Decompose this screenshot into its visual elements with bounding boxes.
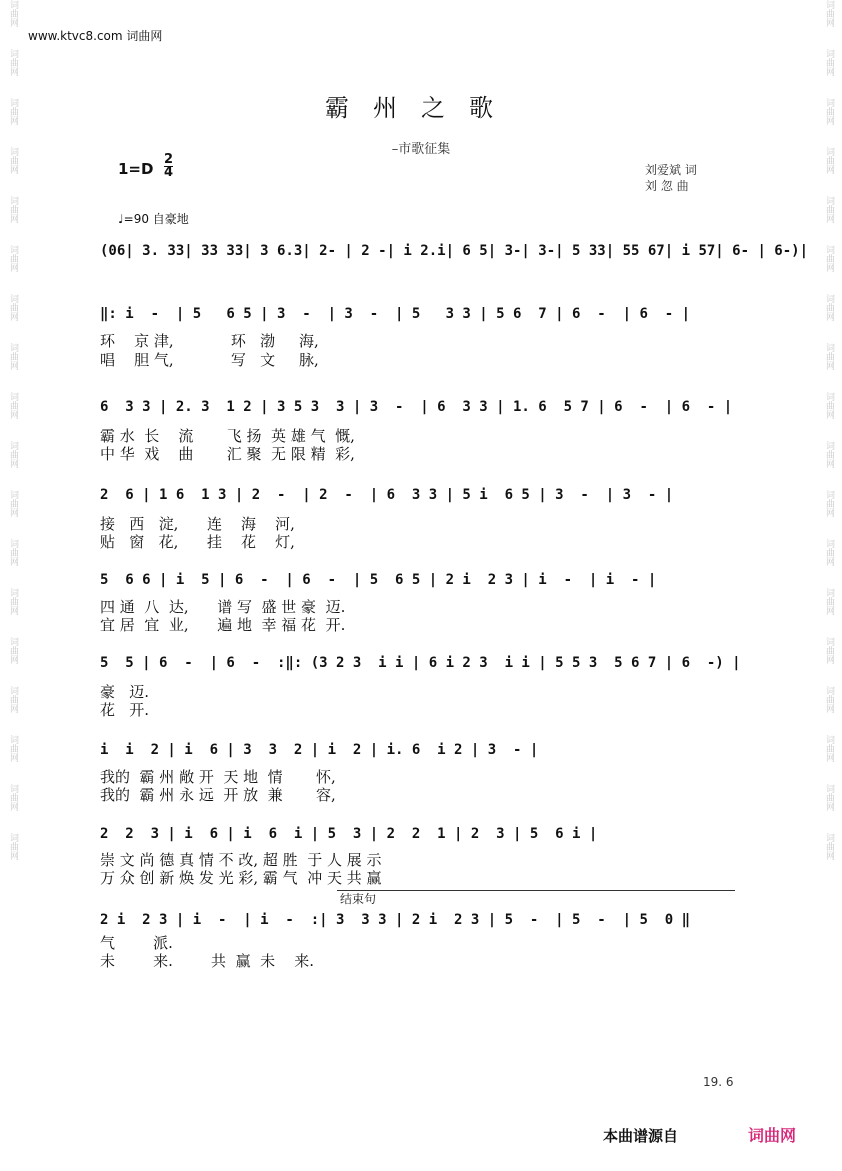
right-watermark-column <box>818 0 840 1171</box>
watermark-text: 词曲网 <box>8 49 18 76</box>
source-text: 本曲谱源自 <box>603 1127 679 1145</box>
ending-label: 结束句 <box>340 892 377 906</box>
time-signature <box>164 154 173 179</box>
notation-line-1: ‖: i - | 5 6 5 | 3 - | 3 - | 5 3 3 | 5 6 7 | 6 - | 6 - | <box>100 306 691 322</box>
page-number: 19. 6 <box>703 1075 734 1089</box>
tempo-marking: ♩=90 自豪地 <box>118 212 189 226</box>
time-signature-top: 2 <box>164 152 174 167</box>
watermark-text: 词曲网 <box>8 98 18 125</box>
watermark-text: 词曲网 <box>8 735 18 762</box>
watermark-text: 词曲网 <box>824 49 834 76</box>
watermark-text: 词曲网 <box>824 196 834 223</box>
watermark-text: 词曲网 <box>824 343 834 370</box>
watermark-text: 词曲网 <box>824 0 834 27</box>
watermark-text: 词曲网 <box>8 833 18 860</box>
lyric-line-4a: 四 通 八 达, 谱 写 盛 世 豪 迈. <box>100 598 346 616</box>
notation-line-5: 5 5 | 6 - | 6 - :‖: (3 2 3 i i | 6 i 2 3 i i | 5 5 3 5 6 7 | 6 -) | <box>100 655 741 671</box>
watermark-text: 词曲网 <box>824 490 834 517</box>
watermark-text: 词曲网 <box>8 686 18 713</box>
watermark-text: 词曲网 <box>8 441 18 468</box>
notation-line-intro: (06| 3. 33| 33 33| 3 6.3| 2- | 2 -| i 2.i| 6 5| 3-| 3-| 5 33| 55 67| i 57| 6- | 6-)| <box>100 243 809 259</box>
watermark-text: 词曲网 <box>824 441 834 468</box>
lyric-line-6b: 我的 霸 州 永 远 开 放 兼 容, <box>100 786 336 804</box>
song-title: 霸州之歌 <box>325 94 517 122</box>
watermark-text: 词曲网 <box>824 245 834 272</box>
ending-bracket <box>337 890 735 891</box>
notation-line-3: 2 6 | 1 6 1 3 | 2 - | 2 - | 6 3 3 | 5 i 6 5 | 3 - | 3 - | <box>100 487 674 503</box>
watermark-text: 词曲网 <box>8 196 18 223</box>
lyricist-credit: 刘爱斌 词 <box>645 163 697 177</box>
watermark-text: 词曲网 <box>824 147 834 174</box>
watermark-text: 词曲网 <box>824 833 834 860</box>
lyric-line-8a: 气 派. <box>100 934 173 952</box>
watermark-text: 词曲网 <box>8 784 18 811</box>
time-signature-bottom: 4 <box>164 165 174 180</box>
lyric-line-3b: 贴 窗 花, 挂 花 灯, <box>100 533 295 551</box>
watermark-text: 词曲网 <box>824 588 834 615</box>
notation-line-8: 2 i 2 3 | i - | i - :| 3 3 3 | 2 i 2 3 | 5 - | 5 - | 5 0 ‖ <box>100 912 691 928</box>
lyric-line-2b: 中 华 戏 曲 汇 聚 无 限 精 彩, <box>100 445 355 463</box>
watermark-text: 词曲网 <box>8 245 18 272</box>
watermark-text: 词曲网 <box>824 735 834 762</box>
lyric-line-1a: 环 京 津, 环 渤 海, <box>100 332 319 350</box>
composer-credit: 刘 忽 曲 <box>645 179 689 193</box>
watermark-text: 词曲网 <box>824 637 834 664</box>
lyric-line-2a: 霸 水 长 流 飞 扬 英 雄 气 慨, <box>100 427 355 445</box>
notation-line-6: i i 2 | i 6 | 3 3 2 | i 2 | i. 6 i 2 | 3 - | <box>100 742 539 758</box>
credits <box>645 162 697 194</box>
watermark-text: 词曲网 <box>8 294 18 321</box>
watermark-text: 词曲网 <box>8 343 18 370</box>
watermark-text: 词曲网 <box>8 490 18 517</box>
watermark-text: 词曲网 <box>824 392 834 419</box>
watermark-text: 词曲网 <box>8 392 18 419</box>
watermark-text: 词曲网 <box>824 784 834 811</box>
source-logo[interactable]: 词曲网 <box>748 1126 797 1145</box>
song-subtitle: –市歌征集 <box>391 142 451 157</box>
left-watermark-column <box>2 0 24 1171</box>
watermark-text: 词曲网 <box>824 294 834 321</box>
lyric-line-8b: 未 来. 共 赢 未 来. <box>100 952 314 970</box>
watermark-text: 词曲网 <box>824 98 834 125</box>
watermark-text: 词曲网 <box>8 147 18 174</box>
notation-line-2: 6 3 3 | 2. 3 1 2 | 3 5 3 3 | 3 - | 6 3 3 | 1. 6 5 7 | 6 - | 6 - | <box>100 399 733 415</box>
key-signature: 1=D <box>118 160 154 178</box>
lyric-line-6a: 我的 霸 州 敞 开 天 地 情 怀, <box>100 768 336 786</box>
notation-line-4: 5 6 6 | i 5 | 6 - | 6 - | 5 6 5 | 2 i 2 3 | i - | i - | <box>100 572 657 588</box>
watermark-text: 词曲网 <box>8 539 18 566</box>
lyric-line-7a: 崇 文 尚 德 真 情 不 改, 超 胜 于 人 展 示 <box>100 851 382 869</box>
notation-line-7: 2 2 3 | i 6 | i 6 i | 5 3 | 2 2 1 | 2 3 | 5 6 i | <box>100 826 598 842</box>
watermark-text: 词曲网 <box>824 539 834 566</box>
watermark-text: 词曲网 <box>8 0 18 27</box>
watermark-text: 词曲网 <box>8 637 18 664</box>
site-url[interactable]: www.ktvc8.com 词曲网 <box>28 29 163 43</box>
lyric-line-5a: 豪 迈. <box>100 683 150 701</box>
lyric-line-3a: 接 西 淀, 连 海 河, <box>100 515 295 533</box>
watermark-text: 词曲网 <box>8 588 18 615</box>
lyric-line-5b: 花 开. <box>100 701 150 719</box>
lyric-line-4b: 宜 居 宜 业, 遍 地 幸 福 花 开. <box>100 616 346 634</box>
lyric-line-1b: 唱 胆 气, 写 文 脉, <box>100 351 319 369</box>
lyric-line-7b: 万 众 创 新 焕 发 光 彩, 霸 气 冲 天 共 赢 <box>100 869 382 887</box>
watermark-text: 词曲网 <box>824 686 834 713</box>
